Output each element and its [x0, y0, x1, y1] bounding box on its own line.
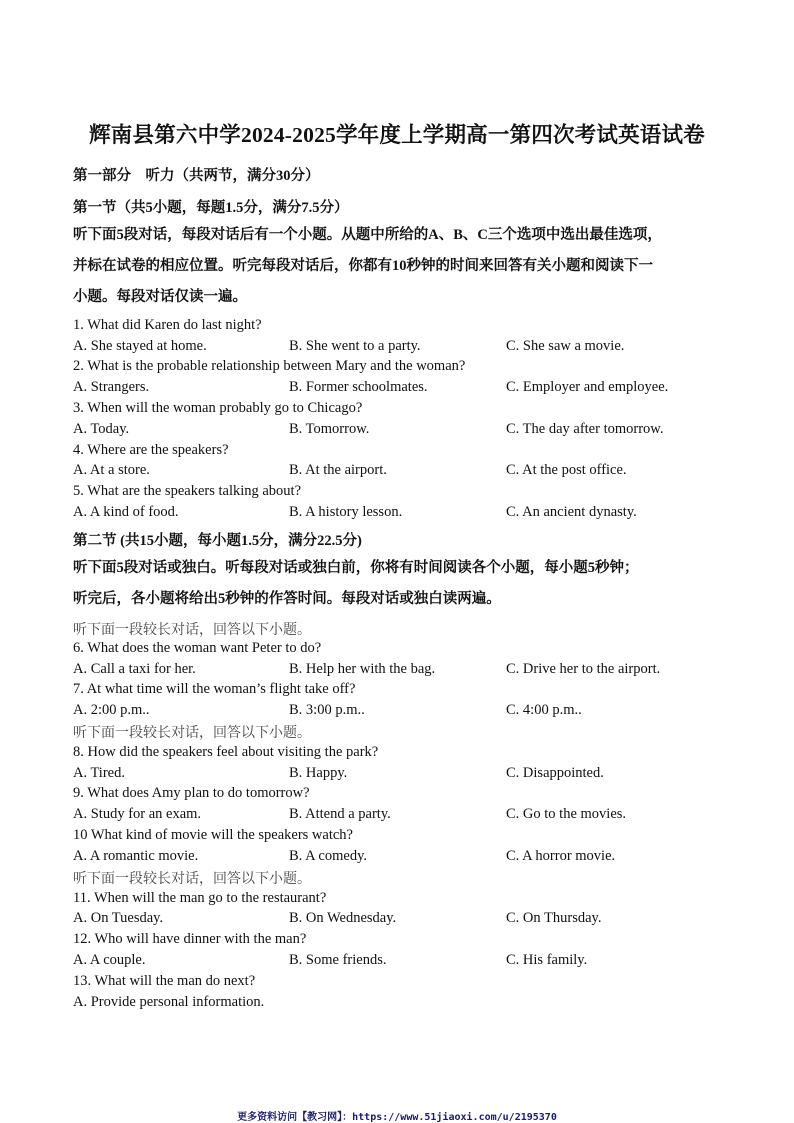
question-8: 8. How did the speakers feel about visiting the park? — [73, 744, 379, 760]
q7-option-a: A. 2:00 p.m.. — [73, 702, 150, 718]
q11-option-a: A. On Tuesday. — [73, 910, 164, 926]
q4-option-b: B. At the airport. — [289, 462, 387, 478]
section1-header: 第一节（共5小题，每题1.5分，满分7.5分） — [73, 200, 349, 216]
q1-option-a: A. She stayed at home. — [73, 338, 207, 354]
q2-option-b: B. Former schoolmates. — [289, 379, 428, 395]
q5-option-c: C. An ancient dynasty. — [506, 504, 637, 520]
question-7: 7. At what time will the woman’s flight take off? — [73, 681, 356, 697]
q7-option-c: C. 4:00 p.m.. — [506, 702, 582, 718]
q9-option-c: C. Go to the movies. — [506, 806, 627, 822]
instr-line: 听完后，各小题将给出5秒钟的作答时间。每段对话或独白读两遍。 — [73, 591, 501, 607]
q8-option-a: A. Tired. — [73, 765, 125, 781]
q3-option-b: B. Tomorrow. — [289, 421, 370, 437]
instr-line: 并标在试卷的相应位置。听完每段对话后，你都有10秒钟的时间来回答有关小题和阅读下一 — [73, 258, 653, 274]
footer-link[interactable]: 更多资料访问【教习网】：https://www.51jiaoxi.com/u/2195370 — [237, 1112, 557, 1123]
q12-option-b: B. Some friends. — [289, 952, 387, 968]
q9-option-a: A. Study for an exam. — [73, 806, 202, 822]
q1-option-c: C. She saw a movie. — [506, 338, 625, 354]
question-5: 5. What are the speakers talking about? — [73, 483, 302, 499]
question-3: 3. When will the woman probably go to Chicago? — [73, 400, 363, 416]
longtalk-note: 听下面一段较长对话，回答以下小题。 — [73, 726, 311, 741]
instr-line: 小题。每段对话仅读一遍。 — [73, 289, 247, 305]
question-13: 13. What will the man do next? — [73, 973, 256, 989]
section2-header: 第二节 (共15小题，每小题1.5分，满分22.5分) — [73, 533, 362, 549]
q10-option-a: A. A romantic movie. — [73, 848, 199, 864]
q3-option-c: C. The day after tomorrow. — [506, 421, 664, 437]
q1-option-b: B. She went to a party. — [289, 338, 421, 354]
q5-option-b: B. A history lesson. — [289, 504, 403, 520]
question-1: 1. What did Karen do last night? — [73, 317, 262, 333]
q8-option-b: B. Happy. — [289, 765, 348, 781]
longtalk-note: 听下面一段较长对话，回答以下小题。 — [73, 623, 311, 638]
section2-instructions — [73, 553, 733, 615]
part1-header: 第一部分 听力（共两节，满分30分） — [73, 168, 320, 184]
q11-option-b: B. On Wednesday. — [289, 910, 397, 926]
q5-option-a: A. A kind of food. — [73, 504, 179, 520]
q9-option-b: B. Attend a party. — [289, 806, 391, 822]
section1-instructions — [73, 220, 733, 313]
q4-option-c: C. At the post office. — [506, 462, 627, 478]
question-6: 6. What does the woman want Peter to do? — [73, 640, 322, 656]
question-11: 11. When will the man go to the restaurant? — [73, 890, 327, 906]
instr-line: 听下面5段对话，每段对话后有一个小题。从题中所给的A、B、C三个选项中选出最佳选项， — [73, 227, 662, 243]
question-4: 4. Where are the speakers? — [73, 442, 229, 458]
q6-option-c: C. Drive her to the airport. — [506, 661, 661, 677]
q12-option-c: C. His family. — [506, 952, 588, 968]
q6-option-a: A. Call a taxi for her. — [73, 661, 196, 677]
instr-line: 听下面5段对话或独白。听每段对话或独白前，你将有时间阅读各个小题，每小题5秒钟； — [73, 560, 639, 576]
exam-title: 辉南县第六中学2024-2025学年度上学期高一第四次考试英语试卷 — [89, 123, 705, 147]
q2-option-a: A. Strangers. — [73, 379, 150, 395]
q7-option-b: B. 3:00 p.m.. — [289, 702, 365, 718]
q3-option-a: A. Today. — [73, 421, 130, 437]
question-12: 12. Who will have dinner with the man? — [73, 931, 307, 947]
q8-option-c: C. Disappointed. — [506, 765, 604, 781]
question-2: 2. What is the probable relationship between Mary and the woman? — [73, 358, 466, 374]
q12-option-a: A. A couple. — [73, 952, 146, 968]
question-9: 9. What does Amy plan to do tomorrow? — [73, 785, 310, 801]
longtalk-note: 听下面一段较长对话，回答以下小题。 — [73, 872, 311, 887]
q6-option-b: B. Help her with the bag. — [289, 661, 436, 677]
q10-option-b: B. A comedy. — [289, 848, 368, 864]
q13-option-a: A. Provide personal information. — [73, 994, 265, 1010]
question-10: 10 What kind of movie will the speakers watch? — [73, 827, 353, 843]
q11-option-c: C. On Thursday. — [506, 910, 602, 926]
q4-option-a: A. At a store. — [73, 462, 150, 478]
q10-option-c: C. A horror movie. — [506, 848, 616, 864]
q2-option-c: C. Employer and employee. — [506, 379, 669, 395]
